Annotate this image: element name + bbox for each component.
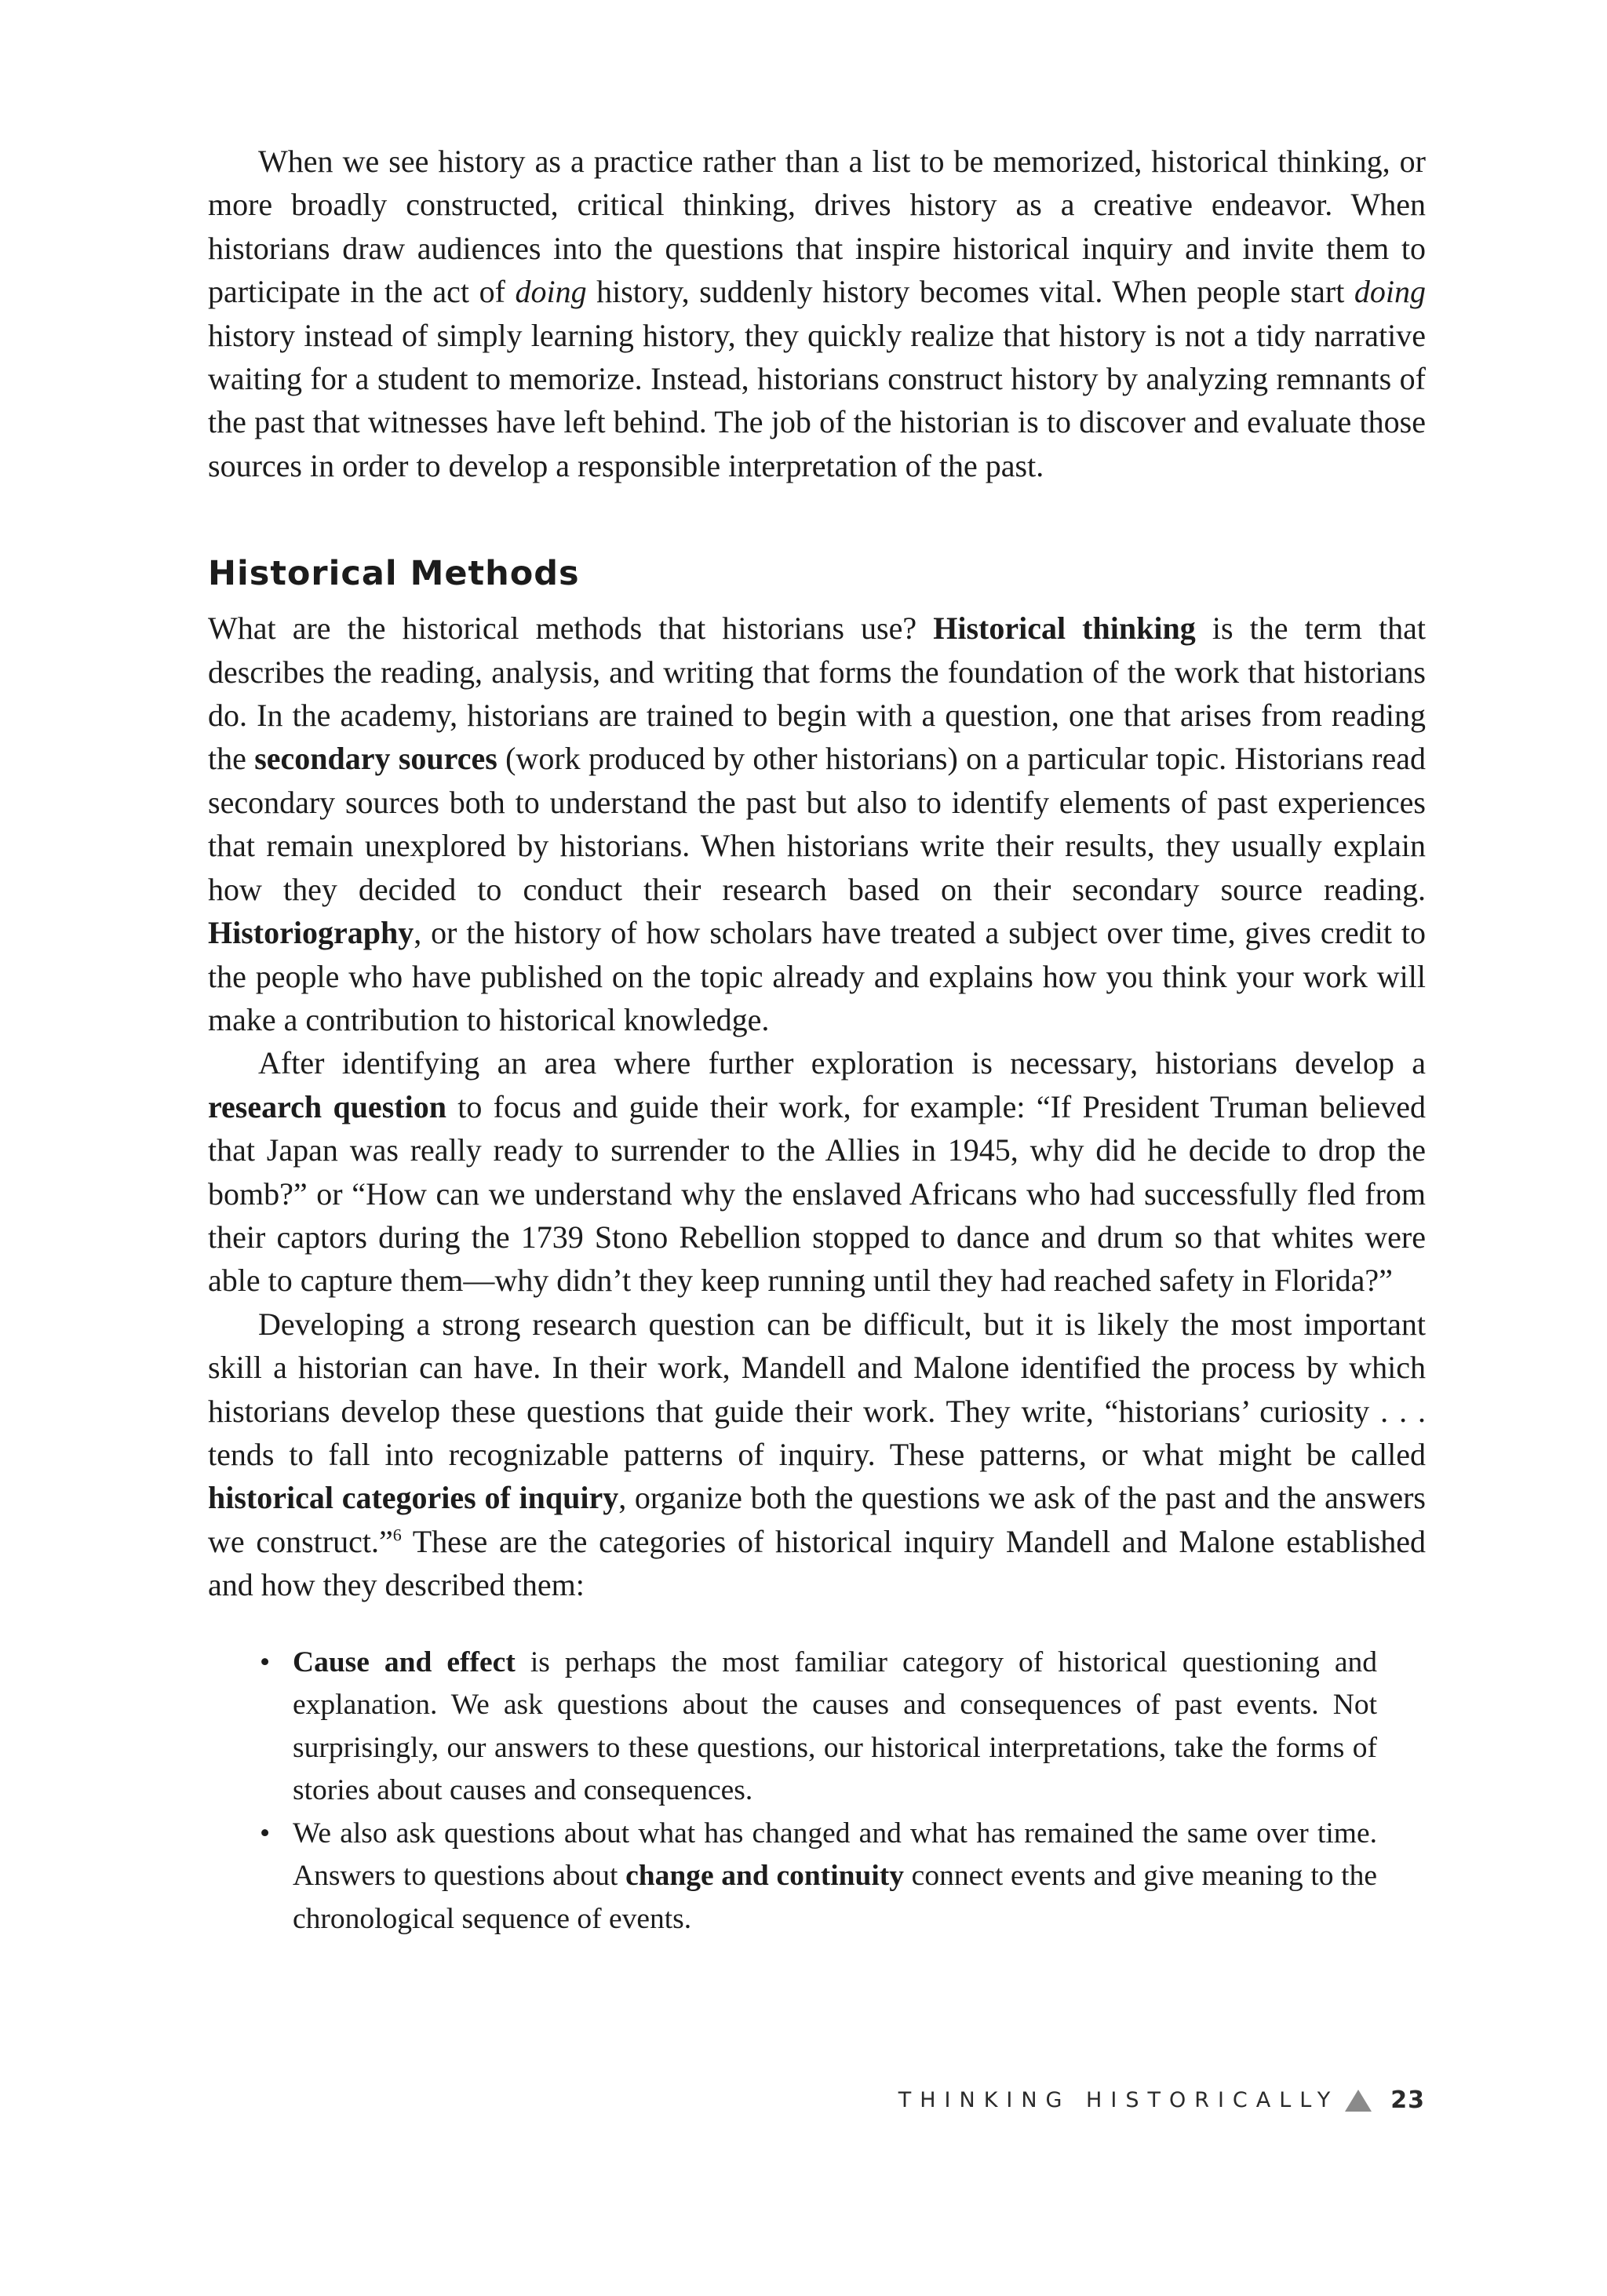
bullet-marker: •: [260, 1817, 271, 1850]
term-secondary-sources: secondary sources: [254, 741, 497, 777]
text-run: After identifying an area where further exploration is necessary, historians develop a: [258, 1045, 1426, 1081]
text-run: (work produced by other historians) on a particular topic. Historians read secondary sources both to understand the past but also to identify elements of past experiences that remain unexplored by historians. When historians write their results, they usually explain how they decided to conduct their research based on their secondary source reading.: [208, 741, 1426, 907]
text-run: connect events and give meaning to the chronological sequence of events.: [293, 1860, 1377, 1935]
intro-paragraph: [208, 140, 1426, 487]
footnote-marker: 6: [392, 1525, 402, 1545]
page-content: [208, 140, 1426, 1941]
research-question-paragraph: [208, 1041, 1426, 1302]
text-run: to focus and guide their work, for example: “If President Truman believed that Japan was really ready to surrender to the Allies in 1945, why did he decide to drop the bomb?” or “How can we understand why the enslaved Africans who had successfully fled from their captors during the 1739 Stono Rebellion stopped to dance and drum so that whites were able to capture them—why didn’t they keep running until they had reached safety in Florida?”: [208, 1088, 1426, 1299]
text-run: , or the history of how scholars have treated a subject over time, gives credit to the people who have published on the topic already and explains how you think your work will make a contribution to historical knowledge.: [208, 915, 1426, 1037]
triangle-icon: [1345, 2090, 1372, 2112]
text-run: is perhaps the most familiar category of historical questioning and explanation. We ask questions about the causes and consequences of past events. Not surprisingly, our answers to these questions, our historical interpretations, take the forms of stories about causes and consequences.: [293, 1645, 1377, 1807]
text-run: , organize both the questions we ask of the past and the answers we construct.”: [208, 1480, 1426, 1559]
page-number: 23: [1390, 2086, 1425, 2114]
term-historiography: Historiography: [208, 915, 414, 951]
list-item: [260, 1642, 1377, 1813]
text-run: Developing a strong research question can be difficult, but it is likely the most important skill a historian can have. In their work, Mandell and Malone identified the process by which historians develop these questions that guide their work. They write, “historians’ curiosity . . . tends to fall into recognizable patterns of inquiry. These patterns, or what might be called: [208, 1306, 1426, 1472]
text-run: These are the categories of historical inquiry Mandell and Malone established and how they described them:: [208, 1523, 1426, 1603]
term-change-and-continuity: change and continuity: [625, 1860, 904, 1893]
list-item: [260, 1813, 1377, 1941]
text-run: is the term that describes the reading, analysis, and writing that forms the foundation of the work that historians do. In the academy, historians are trained to begin with a question, one that arises from reading the: [208, 610, 1426, 777]
term-research-question: research question: [208, 1088, 446, 1124]
term-historical-categories: historical categories of inquiry: [208, 1480, 619, 1516]
emphasis-doing: doing: [515, 274, 587, 310]
text-run: history, suddenly history becomes vital. When people start: [586, 274, 1354, 310]
text-run: What are the historical methods that historians use?: [208, 610, 934, 647]
categories-paragraph: [208, 1303, 1426, 1607]
bullet-marker: •: [260, 1645, 271, 1678]
emphasis-doing: doing: [1354, 274, 1426, 310]
categories-list: [208, 1642, 1426, 1941]
page-footer: [898, 2086, 1425, 2114]
text-run: We also ask questions about what has changed and what has remained the same over time. Answers to questions about: [293, 1817, 1377, 1893]
term-cause-and-effect: Cause and effect: [293, 1645, 516, 1678]
historical-methods-paragraph: [208, 607, 1426, 1041]
text-run: history instead of simply learning history, they quickly realize that history is not a tidy narrative waiting for a student to memorize. Instead, historians construct history by analyzing remnants of the past that witnesses have left behind. The job of the historian is to discover and evaluate those sources in order to develop a responsible interpretation of the past.: [208, 317, 1426, 483]
running-head: THINKING HISTORICALLY: [898, 2088, 1339, 2112]
text-run: When we see history as a practice rather than a list to be memorized, historical thinking, or more broadly constructed, critical thinking, drives history as a creative endeavor. When historians draw audiences into the questions that inspire historical inquiry and invite them to participate in the act of: [208, 144, 1426, 310]
section-heading: Historical Methods: [208, 554, 580, 594]
term-historical-thinking: Historical thinking: [933, 610, 1196, 647]
